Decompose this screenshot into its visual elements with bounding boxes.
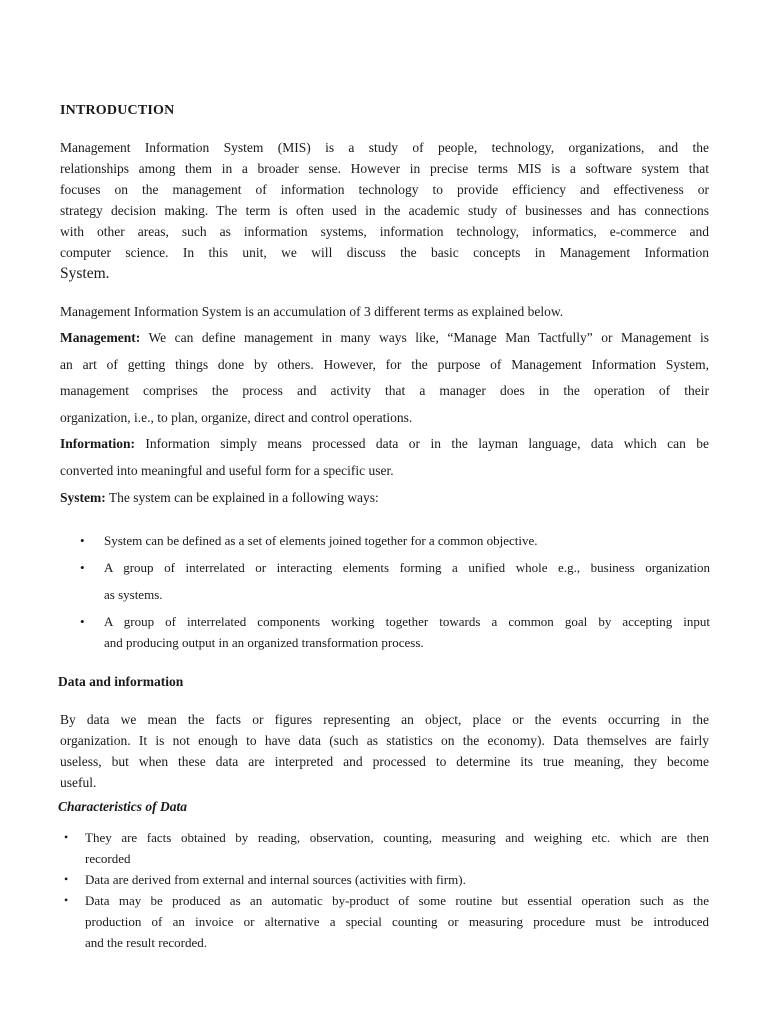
intro-line: with other areas, such as information systems, information technology, informatics, e-commerce and [60,224,709,239]
data-information-heading: Data and information [58,674,184,689]
management-paragraph [60,325,709,431]
bullet-text: Data may be produced as an automatic by-product of some routine but essential operation such as the [85,893,709,908]
intro-line: relationships among them in a broader sense. However in precise terms MIS is a software system that [60,161,709,176]
intro-line: focuses on the management of information technology to provide efficiency and effectiveness or [60,182,709,197]
data-paragraph [60,709,709,793]
data-line: useful. [60,775,97,790]
information-line: converted into meaningful and useful form for a specific user. [60,462,394,478]
bullet-icon: • [64,830,69,844]
list-item [80,610,710,652]
list-item [64,869,709,890]
information-paragraph [60,431,709,484]
bullet-text: A group of interrelated components working together towards a common goal by accepting input [104,614,710,629]
bullet-text: as systems. [104,587,163,602]
bullet-text: and the result recorded. [85,935,208,950]
management-label: Management: [60,330,141,345]
bullet-text: and producing output in an organized transformation process. [104,635,424,650]
intro-line: computer science. In this unit, we will discuss the basic concepts in Management Information [60,245,709,260]
bullet-text: They are facts obtained by reading, observation, counting, measuring and weighing etc. which are then [85,830,709,845]
system-paragraph [60,485,709,512]
management-line: We can define management in many ways like, “Manage Man Tactfully” or Management is [140,330,709,345]
information-line: Information simply means processed data or in the layman language, data which can be [135,436,709,451]
bullet-icon: • [64,872,69,886]
intro-paragraph [60,137,709,284]
information-label: Information: [60,436,135,451]
bullet-icon: • [80,533,85,548]
list-item [64,827,709,869]
system-text: The system can be explained in a following ways: [105,490,379,505]
list-item [64,890,709,953]
bullet-text: Data are derived from external and internal sources (activities with firm). [85,872,466,887]
list-item [80,555,710,608]
characteristics-heading: Characteristics of Data [58,799,188,814]
data-line: useless, but when these data are interpreted and processed to determine its true meaning, they become [60,754,709,769]
bullet-text: recorded [85,851,131,866]
accumulation-paragraph [60,301,709,322]
introduction-heading: INTRODUCTION [60,103,175,118]
intro-line-last: System. [60,265,110,282]
intro-line: Management Information System (MIS) is a study of people, technology, organizations, and the [60,140,709,155]
bullet-icon: • [64,893,69,907]
management-line: management comprises the process and activity that a manager does in the operation of their [60,383,709,398]
system-label: System: [60,490,106,505]
bullet-text: production of an invoice or alternative a special counting or measuring procedure must be introduced [85,914,709,929]
bullet-icon: • [80,560,85,575]
bullet-text: A group of interrelated or interacting elements forming a unified whole e.g., business organization [104,560,710,575]
management-line: an art of getting things done by others. However, for the purpose of Management Information System, [60,356,709,372]
data-line: organization. It is not enough to have data (such as statistics on the economy). Data themselves are fairly [60,733,709,748]
bullet-text: System can be defined as a set of elements joined together for a common objective. [104,533,538,548]
bullet-icon: • [80,614,85,629]
list-item [80,528,710,554]
accumulation-text: Management Information System is an accumulation of 3 different terms as explained below. [60,304,564,319]
management-line: organization, i.e., to plan, organize, direct and control operations. [60,409,413,425]
data-line: By data we mean the facts or figures representing an object, place or the events occurring in the [60,712,709,727]
intro-line: strategy decision making. The term is often used in the academic study of businesses and has connections [60,203,709,218]
